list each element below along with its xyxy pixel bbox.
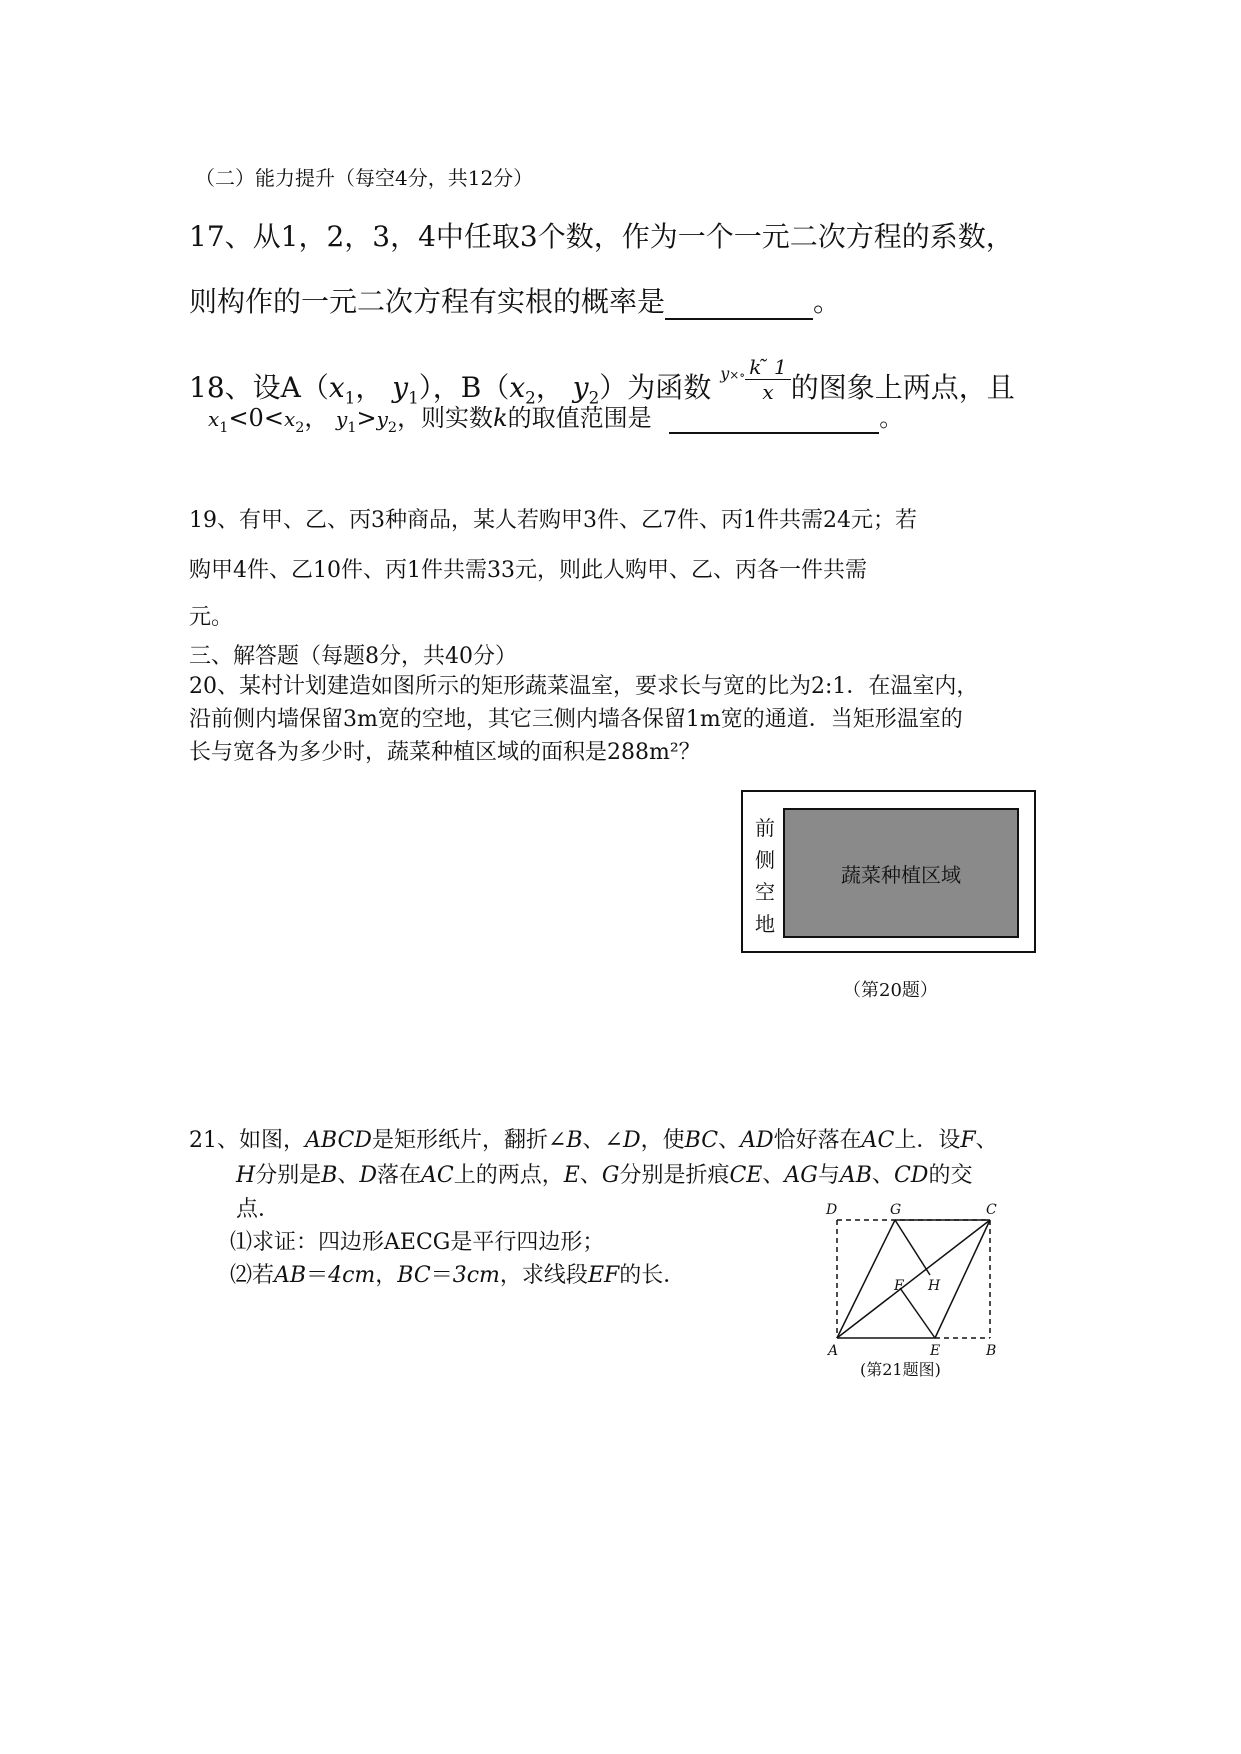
q21-var: CD (893, 1163, 929, 1188)
segment-ef (900, 1288, 935, 1338)
var-y: y (336, 407, 348, 431)
fold-ce (935, 1220, 990, 1338)
q21-text: 的长． (619, 1263, 686, 1288)
subscript: 2 (295, 419, 305, 436)
section-header: 三、解答题（每题8分，共40分） (189, 644, 517, 669)
func-garble: ×∘ (729, 368, 746, 382)
q21-var: AC (861, 1128, 895, 1153)
planting-region-label: 蔬菜种植区域 (841, 862, 961, 887)
var-y: y (572, 371, 589, 404)
comma: ， (304, 404, 329, 432)
q18-prefix: 18、设A（ (189, 371, 329, 404)
side-char: 前 (755, 816, 775, 840)
q21-text: 上．设 (894, 1128, 961, 1153)
planting-region (783, 808, 1019, 938)
comma: ， (535, 371, 564, 404)
comma: ， (355, 371, 384, 404)
q18-end: 。 (879, 404, 904, 432)
front-space-label (753, 812, 777, 940)
question-19-line3: 元。 (189, 605, 234, 630)
question-18-line2 (208, 398, 903, 436)
question-17-line1: 17、从1，2，3，4中任取3个数，作为一个一元二次方程的系数， (189, 220, 1014, 253)
subscript: 1 (219, 419, 229, 436)
side-char: 空 (755, 880, 775, 904)
question-21-line3: 点． (236, 1197, 281, 1222)
segment-gh (895, 1220, 930, 1275)
q21-text: 分别是 (255, 1163, 322, 1188)
label-e: E (930, 1343, 941, 1359)
q21-var: AC (421, 1163, 454, 1188)
q21-text: ＝ (306, 1263, 329, 1288)
label-d: D (826, 1202, 838, 1218)
subscript: 2 (387, 419, 398, 436)
side-char: 侧 (755, 848, 775, 872)
greenhouse-figure (741, 790, 1036, 953)
q21-text: 分别是折痕 (619, 1163, 730, 1188)
q21-var: 3cm (452, 1263, 500, 1288)
cond-gt: > (356, 404, 377, 432)
q18-mid1: ），B（ (418, 371, 510, 404)
q21-var: G (601, 1163, 620, 1188)
q21-var: BC (397, 1263, 431, 1288)
func-lhs: y (720, 364, 730, 383)
q21-var: H (236, 1163, 256, 1188)
question-20-line2: 沿前侧内墙保留3m宽的空地，其它三侧内墙各保留1m宽的通道．当矩形温室的 (189, 707, 963, 732)
q21-text: ，使 (640, 1128, 685, 1153)
q21-var: EF (587, 1263, 620, 1288)
var-x: x (509, 371, 526, 404)
q21-text: 是矩形纸片，翻折∠ (371, 1128, 567, 1153)
question-21-part1: ⑴求证：四边形AECG是平行四边形； (230, 1230, 605, 1255)
var-x: x (208, 407, 220, 431)
q21-text: 上的两点， (453, 1163, 564, 1188)
section-header: （二）能力提升（每空4分，共12分） (195, 166, 534, 190)
cond-tail: 的取值范围是 (507, 404, 652, 432)
q21-var: D (622, 1128, 641, 1153)
var-x: x (328, 371, 345, 404)
diagonal-ac (837, 1220, 990, 1338)
var-k: k (493, 404, 508, 432)
fold-ag (837, 1220, 895, 1338)
q21-text: ⑵若 (230, 1263, 275, 1288)
label-a: A (828, 1343, 839, 1359)
q21-text: 与 (817, 1163, 840, 1188)
label-c: C (986, 1202, 997, 1218)
question-21-line1 (189, 1123, 998, 1154)
q21-text: 、 (871, 1163, 894, 1188)
q21-text: 、∠ (582, 1128, 623, 1153)
q21-text: 、 (762, 1163, 785, 1188)
q21-text: 21、如图， (189, 1128, 305, 1153)
side-char: 地 (755, 912, 775, 936)
q21-var: AG (784, 1163, 818, 1188)
cond-lt: <0< (228, 404, 284, 432)
fraction-denominator: x (762, 380, 774, 404)
q21-var: D (359, 1163, 378, 1188)
question-17-line2 (189, 280, 841, 320)
q21-var: F (960, 1128, 976, 1153)
var-y: y (392, 371, 409, 404)
figure-21-caption: (第21题图) (860, 1360, 941, 1379)
q21-text: 的交 (928, 1163, 973, 1188)
question-21-part2 (230, 1258, 685, 1289)
function-fraction (745, 355, 791, 404)
q21-text: 落在 (377, 1163, 422, 1188)
q21-text: ，求线段 (499, 1263, 588, 1288)
label-h: H (928, 1278, 941, 1294)
q21-var: E (563, 1163, 580, 1188)
q21-text: 、 (718, 1128, 741, 1153)
question-19-line2: 购甲4件、乙10件、丙1件共需33元，则此人购甲、乙、丙各一件共需 (189, 558, 867, 583)
subscript: 2 (588, 387, 600, 408)
q21-var: BC (684, 1128, 719, 1153)
question-17-end: 。 (813, 285, 842, 318)
q18-mid2: ）为函数 (599, 371, 712, 404)
label-f: F (894, 1278, 904, 1294)
q21-text: 、 (337, 1163, 360, 1188)
question-20-line3: 长与宽各为多少时，蔬菜种植区域的面积是288m²？ (189, 740, 701, 765)
subscript: 2 (525, 387, 536, 408)
question-17-text: 则构作的一元二次方程有实根的概率是 (189, 285, 666, 318)
label-b: B (986, 1343, 997, 1359)
q21-var: AB (839, 1163, 872, 1188)
subscript: 1 (344, 387, 356, 408)
question-21-line2 (236, 1158, 972, 1189)
q18-suffix: 的图象上两点，且 (790, 371, 1015, 404)
q21-text: 恰好落在 (773, 1128, 862, 1153)
question-19-line1: 19、有甲、乙、丙3种商品，某人若购甲3件、乙7件、丙1件共需24元；若 (189, 508, 917, 533)
q21-text: ， (375, 1263, 398, 1288)
answer-blank-18 (669, 404, 879, 434)
q21-text: 、 (975, 1128, 998, 1153)
q21-text: ＝ (430, 1263, 453, 1288)
var-y: y (376, 407, 388, 431)
subscript: 1 (408, 387, 419, 408)
q21-var: CE (729, 1163, 763, 1188)
cond-text: ，则实数 (397, 404, 494, 432)
answer-blank-17 (665, 285, 813, 320)
question-20-line1: 20、某村计划建造如图所示的矩形蔬菜温室，要求长与宽的比为2:1．在温室内， (189, 674, 979, 699)
var-x: x (283, 407, 296, 431)
fraction-numerator: k ̃ 1 (745, 355, 791, 380)
q21-var: ABCD (305, 1128, 372, 1153)
q21-text: 、 (579, 1163, 602, 1188)
q21-var: 4cm (328, 1263, 376, 1288)
subscript: 1 (347, 419, 357, 436)
q21-var: AB (274, 1263, 307, 1288)
q21-var: B (566, 1128, 583, 1153)
q21-var: AD (740, 1128, 774, 1153)
label-g: G (890, 1202, 902, 1218)
q21-var: B (321, 1163, 338, 1188)
figure-20-caption: （第20题） (843, 980, 938, 1001)
